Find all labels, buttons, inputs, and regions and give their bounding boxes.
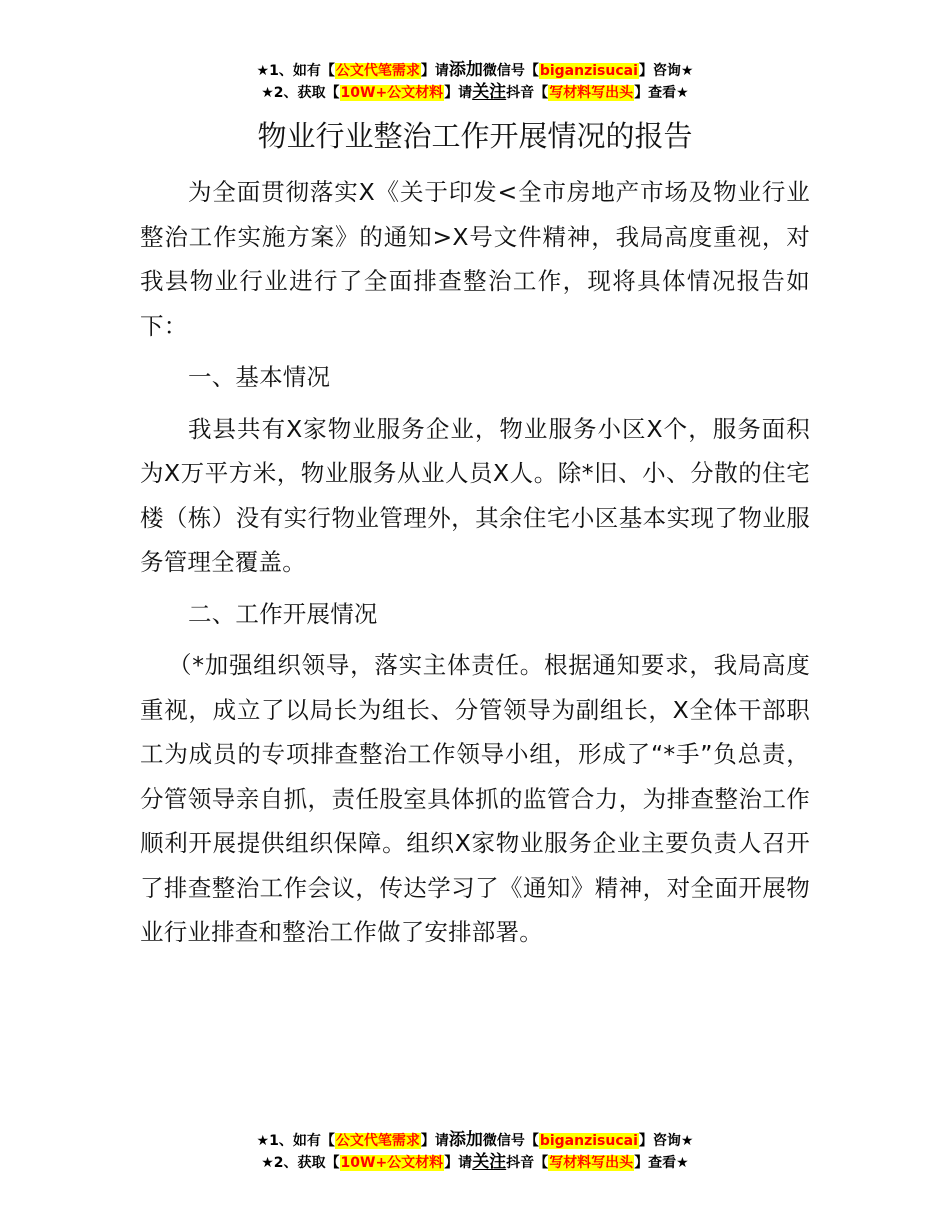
promo-line-1-prefix: ★1、如有【 bbox=[256, 63, 335, 79]
promo-banner-bottom bbox=[0, 1130, 950, 1174]
promo-line-2-emphasis: 关注 bbox=[472, 82, 507, 102]
document-title: 物业行业整治工作开展情况的报告 bbox=[257, 119, 693, 153]
promo-line-1-mid2: 微信号【 bbox=[482, 63, 539, 79]
promo-line-2-mid2: 抖音【 bbox=[506, 1155, 549, 1171]
promo-line-2-highlight-douyin: 写材料写出头 bbox=[549, 85, 634, 101]
promo-line-1-mid: 】请 bbox=[420, 63, 449, 79]
intro-paragraph: 为全面贯彻落实X《关于印发<全市房地产市场及物业行业整治工作实施方案》的通知>X号文件精神，我局高度重视，对我县物业行业进行了全面排查整治工作，现将具体情况报告如下： bbox=[140, 178, 810, 340]
promo-line-2-prefix: ★2、获取【 bbox=[261, 85, 340, 101]
promo-line-1-suffix: 】咨询★ bbox=[638, 1133, 694, 1149]
promo-line-1-highlight-wechat: biganzisucai bbox=[539, 63, 638, 79]
promo-line-2-mid: 】请 bbox=[444, 85, 473, 101]
promo-line-2-suffix: 】查看★ bbox=[634, 1155, 689, 1171]
promo-line-1-suffix: 】咨询★ bbox=[638, 63, 694, 79]
promo-line-2-emphasis: 关注 bbox=[472, 1152, 507, 1172]
basic-situation-paragraph: 我县共有X家物业服务企业，物业服务小区X个，服务面积为X万平方米，物业服务从业人员X人。除*旧、小、分散的住宅楼（栋）没有实行物业管理外，其余住宅小区基本实现了物业服务管理全覆盖。 bbox=[140, 414, 810, 576]
promo-line-1-mid: 】请 bbox=[420, 1133, 449, 1149]
promo-line-2-highlight-materials: 10W+公文材料 bbox=[340, 1155, 444, 1171]
document-body bbox=[140, 170, 810, 962]
promo-line-1-emphasis: 添加 bbox=[448, 60, 483, 80]
promo-line-2-highlight-materials: 10W+公文材料 bbox=[340, 85, 444, 101]
promo-line-2-mid: 】请 bbox=[444, 1155, 473, 1171]
promo-line-2-prefix: ★2、获取【 bbox=[261, 1155, 340, 1171]
promo-line-1-prefix: ★1、如有【 bbox=[256, 1133, 335, 1149]
work-progress-paragraph: （*加强组织领导，落实主体责任。根据通知要求，我局高度重视，成立了以局长为组长、分管领导为副组长，X全体干部职工为成员的专项排查整治工作领导小组，形成了“*手”负总责，分管领导亲自抓，责任股室具体抓的监管合力，为排查整治工作顺利开展提供组织保障。组织X家物业服务企业主要负责人召开了排查整治工作会议，传达学习了《通知》精神，对全面开展物业行业排查和整治工作做了安排部署。 bbox=[140, 651, 810, 946]
section-heading-basic-situation: 一、基本情况 bbox=[188, 363, 331, 391]
promo-line-1-highlight-wechat: biganzisucai bbox=[539, 1133, 638, 1149]
promo-line-2-bottom bbox=[0, 1152, 950, 1174]
promo-line-2-highlight-douyin: 写材料写出头 bbox=[549, 1155, 634, 1171]
promo-line-1-highlight-service: 公文代笔需求 bbox=[335, 63, 420, 79]
promo-line-1 bbox=[0, 60, 950, 82]
promo-line-1-highlight-service: 公文代笔需求 bbox=[335, 1133, 420, 1149]
promo-line-2-mid2: 抖音【 bbox=[506, 85, 549, 101]
promo-banner-top bbox=[0, 60, 950, 104]
promo-line-2-suffix: 】查看★ bbox=[634, 85, 689, 101]
promo-line-1-mid2: 微信号【 bbox=[482, 1133, 539, 1149]
promo-line-1-bottom bbox=[0, 1130, 950, 1152]
promo-line-2 bbox=[0, 82, 950, 104]
promo-line-1-emphasis: 添加 bbox=[448, 1130, 483, 1150]
section-heading-work-progress: 二、工作开展情况 bbox=[188, 599, 378, 628]
